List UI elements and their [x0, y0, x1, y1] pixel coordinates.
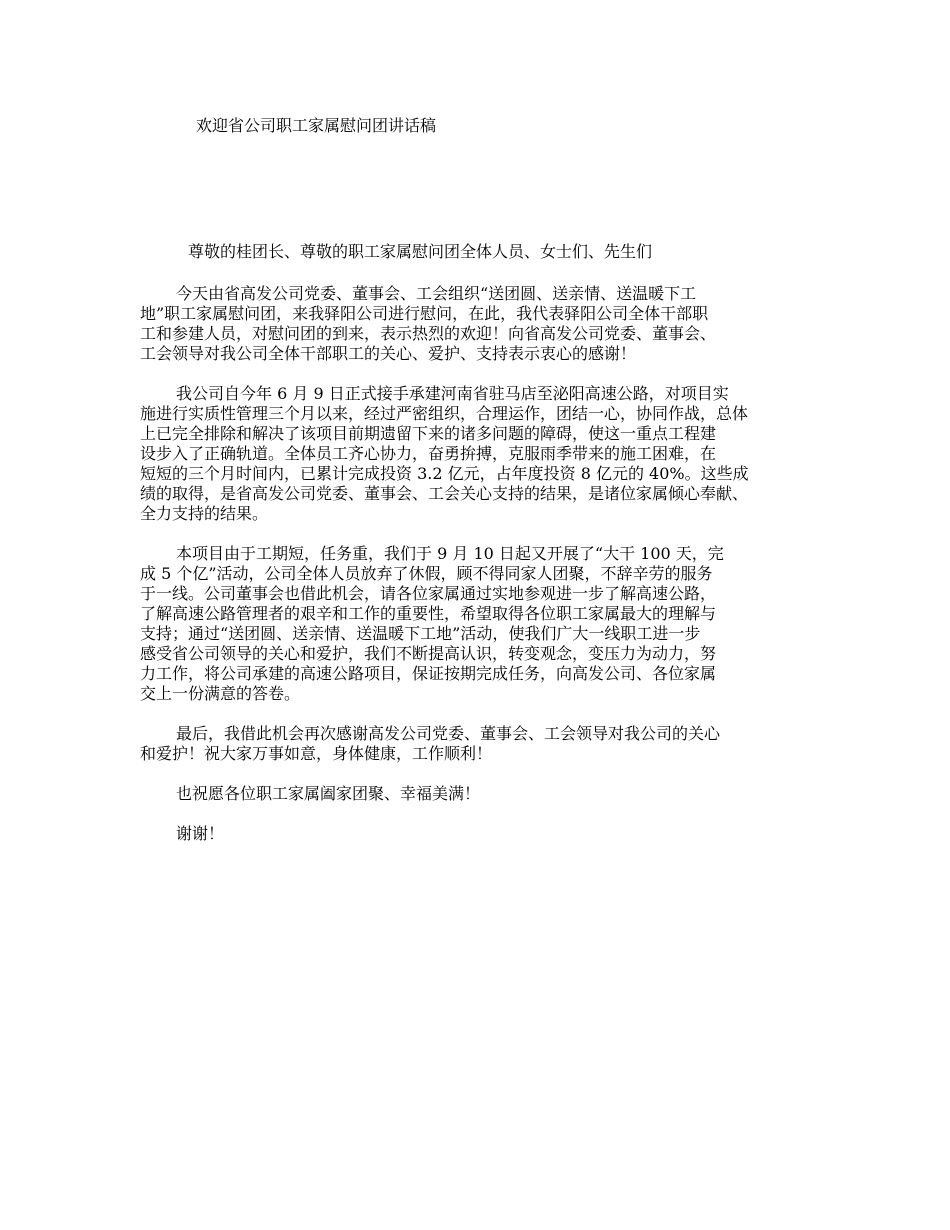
salutation: 尊敬的桂团长、尊敬的职工家属慰问团全体人员、女士们、先生们 — [188, 242, 653, 261]
paragraph-wishes — [140, 784, 824, 804]
paragraph-thanks — [140, 724, 824, 764]
document-body — [140, 284, 824, 864]
paragraph-closing — [140, 824, 824, 844]
paragraph-line: 于一线。公司董事会也借此机会，请各位家属通过实地参观进一步了解高速公路， — [140, 584, 717, 603]
paragraph-line: 工和参建人员，对慰问团的到来，表示热烈的欢迎！向省高发公司党委、董事会、 — [140, 324, 717, 343]
paragraph-line: 支持；通过“送团圆、送亲情、送温暖下工地”活动，使我们广大一线职工进一步 — [140, 624, 701, 643]
paragraph-line: 我公司自今年 6 月 9 日正式接手承建河南省驻马店至泌阳高速公路，对项目实 — [176, 384, 729, 403]
paragraph-line: 绩的取得，是省高发公司党委、董事会、工会关心支持的结果，是诸位家属倾心奉献、 — [140, 484, 749, 503]
paragraph-line: 了解高速公路管理者的艰辛和工作的重要性，希望取得各位职工家属最大的理解与 — [140, 604, 717, 623]
paragraph-line: 力工作，将公司承建的高速公路项目，保证按期完成任务，向高发公司、各位家属 — [140, 664, 717, 683]
paragraph-line: 谢谢！ — [176, 824, 225, 843]
paragraph-line: 感受省公司领导的关心和爱护，我们不断提高认识，转变观念，变压力为动力，努 — [140, 644, 717, 663]
document-title: 欢迎省公司职工家属慰问团讲话稿 — [196, 116, 437, 135]
paragraph-line: 短短的三个月时间内，已累计完成投资 3.2 亿元，占年度投资 8 亿元的 40%。这些成 — [140, 464, 749, 483]
paragraph-line: 最后，我借此机会再次感谢高发公司党委、董事会、工会领导对我公司的关心 — [176, 724, 721, 743]
paragraph-progress — [140, 384, 824, 524]
paragraph-welcome — [140, 284, 824, 364]
paragraph-line: 设步入了正确轨道。全体员工齐心协力，奋勇拚搏，克服雨季带来的施工困难，在 — [140, 444, 717, 463]
paragraph-line: 上已完全排除和解决了该项目前期遗留下来的诸多问题的障碍，使这一重点工程建 — [140, 424, 717, 443]
paragraph-line: 成 5 个亿”活动，公司全体人员放弃了休假，顾不得同家人团聚，不辞辛劳的服务 — [140, 564, 713, 583]
paragraph-line: 本项目由于工期短，任务重，我们于 9 月 10 日起又开展了“大干 100 天，完 — [176, 544, 724, 563]
paragraph-line: 施进行实质性管理三个月以来，经过严密组织，合理运作，团结一心，协同作战，总体 — [140, 404, 749, 423]
paragraph-line: 也祝愿各位职工家属阖家团聚、幸福美满！ — [176, 784, 481, 803]
paragraph-line: 地”职工家属慰问团，来我驿阳公司进行慰问，在此，我代表驿阳公司全体干部职 — [140, 304, 709, 323]
paragraph-line: 和爱护！祝大家万事如意，身体健康，工作顺利！ — [140, 744, 493, 763]
paragraph-campaign — [140, 544, 824, 704]
paragraph-line: 交上一份满意的答卷。 — [140, 684, 301, 703]
paragraph-line: 工会领导对我公司全体干部职工的关心、爱护、支持表示衷心的感谢！ — [140, 344, 637, 363]
paragraph-line: 今天由省高发公司党委、董事会、工会组织“送团圆、送亲情、送温暖下工 — [176, 284, 697, 303]
paragraph-line: 全力支持的结果。 — [140, 504, 269, 523]
